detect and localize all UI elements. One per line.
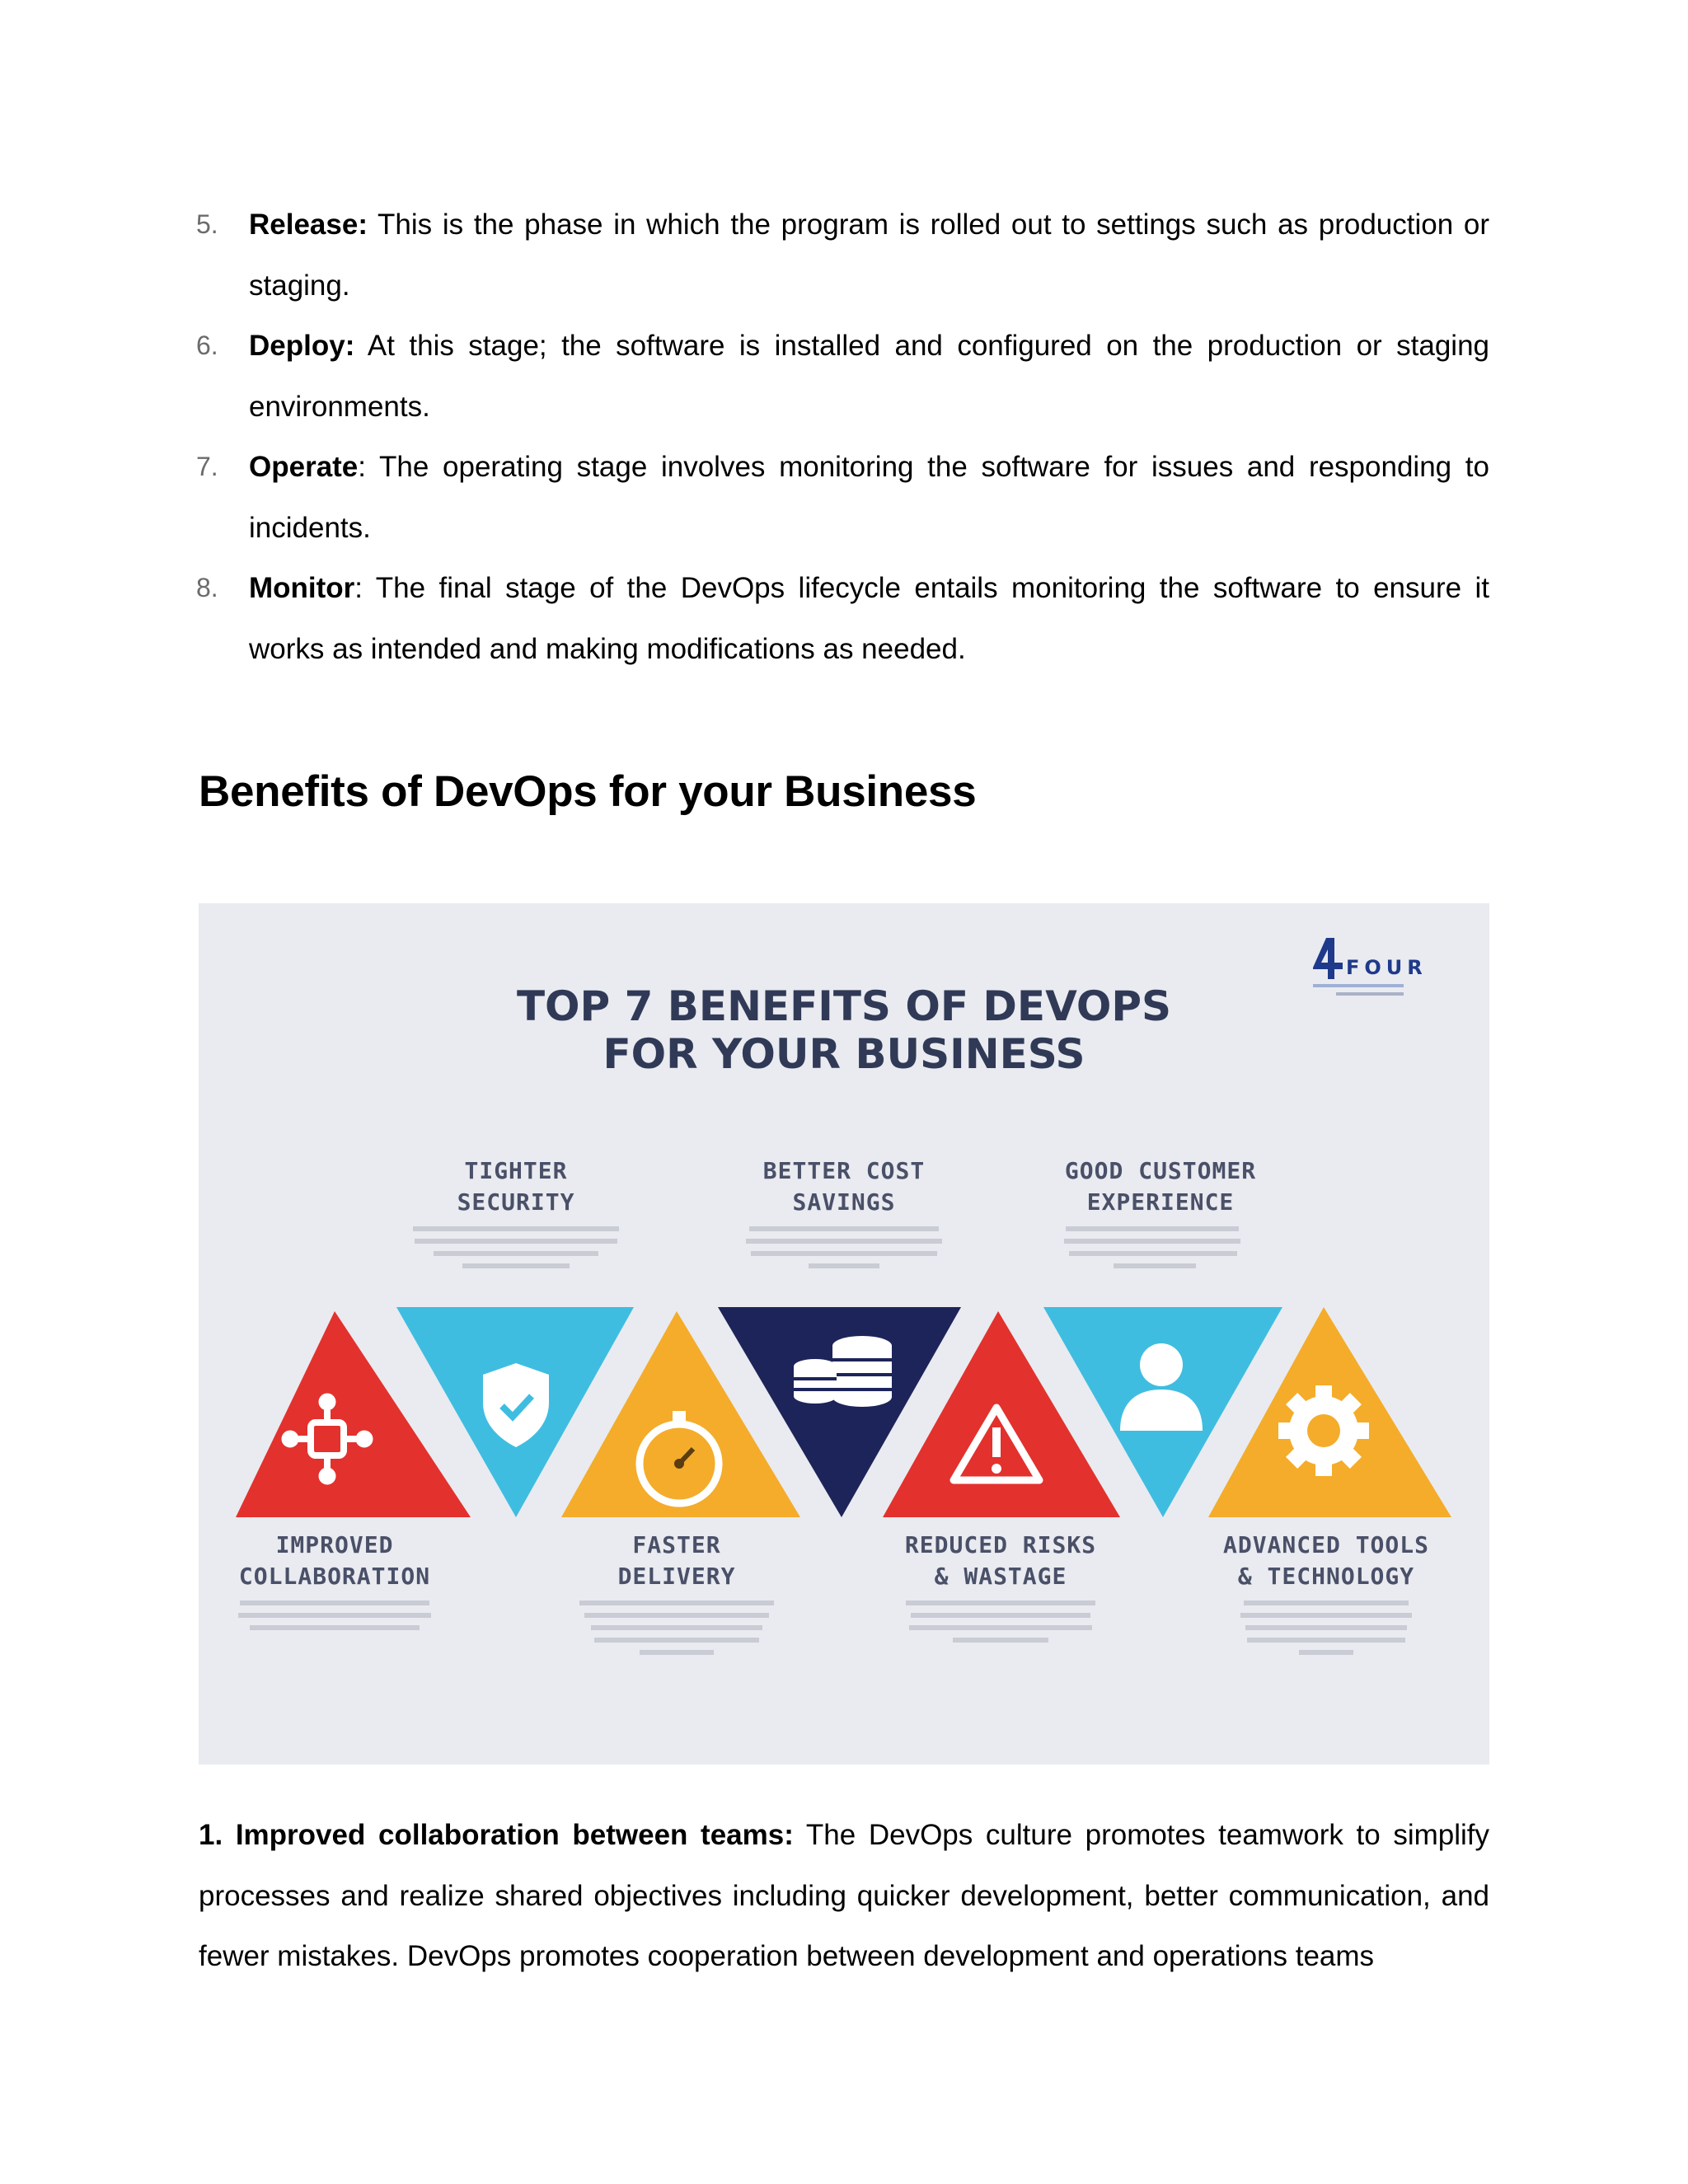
section-heading: Benefits of DevOps for your Business bbox=[199, 767, 977, 816]
infographic-title-line2: FOR YOUR BUSINESS bbox=[603, 1030, 1085, 1078]
benefit-title-line2: DELIVERY bbox=[617, 1563, 736, 1590]
benefit-title-line1: GOOD CUSTOMER bbox=[1064, 1157, 1257, 1184]
benefit-title-line1: REDUCED RISKS bbox=[904, 1531, 1097, 1558]
list-term: Release: bbox=[249, 209, 368, 241]
list-text: : The operating stage involves monitoring the software for issues and responding to incidents. bbox=[249, 451, 1489, 544]
list-number: 8. bbox=[196, 573, 218, 602]
benefit-title-line2: EXPERIENCE bbox=[1086, 1188, 1235, 1216]
list-term: Operate bbox=[249, 451, 359, 483]
list-text: At this stage; the software is installed and configured on the production or staging environments. bbox=[249, 330, 1489, 423]
benefit-title-line1: BETTER COST bbox=[762, 1157, 926, 1184]
benefit-reduced-risks bbox=[905, 1531, 1096, 1643]
list-term: Deploy: bbox=[249, 330, 355, 362]
paragraph-text: The DevOps culture promotes teamwork to simplify processes and realize shared objectives including quicker development, better communication, and fewer mistakes. DevOps promotes cooperation between development and operations teams bbox=[199, 1819, 1489, 1972]
gear-icon bbox=[1278, 1385, 1369, 1476]
benefit-better-cost-savings bbox=[746, 1157, 942, 1268]
list-item bbox=[196, 437, 1489, 558]
benefit-title-line1: IMPROVED bbox=[275, 1531, 394, 1558]
benefit-title-line2: SAVINGS bbox=[792, 1188, 896, 1216]
benefit-title-line2: & WASTAGE bbox=[934, 1563, 1067, 1590]
list-text: This is the phase in which the program is rolled out to settings such as production or staging. bbox=[249, 209, 1489, 302]
benefit-tighter-security bbox=[413, 1157, 619, 1268]
list-item bbox=[196, 316, 1489, 437]
list-term: Monitor bbox=[249, 572, 355, 604]
triangle-row bbox=[236, 1307, 1451, 1517]
benefit-good-customer-experience bbox=[1064, 1157, 1256, 1268]
benefit-improved-collaboration bbox=[238, 1531, 431, 1630]
benefit-title-line1: ADVANCED TOOLS bbox=[1222, 1531, 1430, 1558]
benefit-faster-delivery bbox=[579, 1531, 774, 1655]
benefit-title-line2: COLLABORATION bbox=[238, 1563, 431, 1590]
benefit-paragraph bbox=[199, 1805, 1489, 1987]
logo-text: FOUR bbox=[1346, 956, 1428, 979]
list-text: : The final stage of the DevOps lifecycle entails monitoring the software to ensure it works as intended and making modifications as needed. bbox=[249, 572, 1489, 665]
infographic-title-line1: TOP 7 BENEFITS OF DEVOPS bbox=[516, 982, 1172, 1030]
list-number: 5. bbox=[196, 209, 218, 239]
benefit-title-line2: & TECHNOLOGY bbox=[1237, 1563, 1415, 1590]
lifecycle-list bbox=[196, 194, 1489, 679]
benefits-infographic bbox=[199, 903, 1489, 1765]
company-logo bbox=[1313, 938, 1428, 996]
benefit-advanced-tools bbox=[1223, 1531, 1429, 1655]
benefit-title-line1: FASTER bbox=[632, 1531, 721, 1558]
infographic-graphic bbox=[199, 903, 1489, 1765]
list-item bbox=[196, 194, 1489, 316]
paragraph-term: 1. Improved collaboration between teams: bbox=[199, 1819, 794, 1851]
benefit-title-line2: SECURITY bbox=[457, 1188, 575, 1216]
list-item bbox=[196, 558, 1489, 679]
list-number: 7. bbox=[196, 452, 218, 481]
list-number: 6. bbox=[196, 330, 218, 360]
benefit-title-line1: TIGHTER bbox=[464, 1157, 568, 1184]
